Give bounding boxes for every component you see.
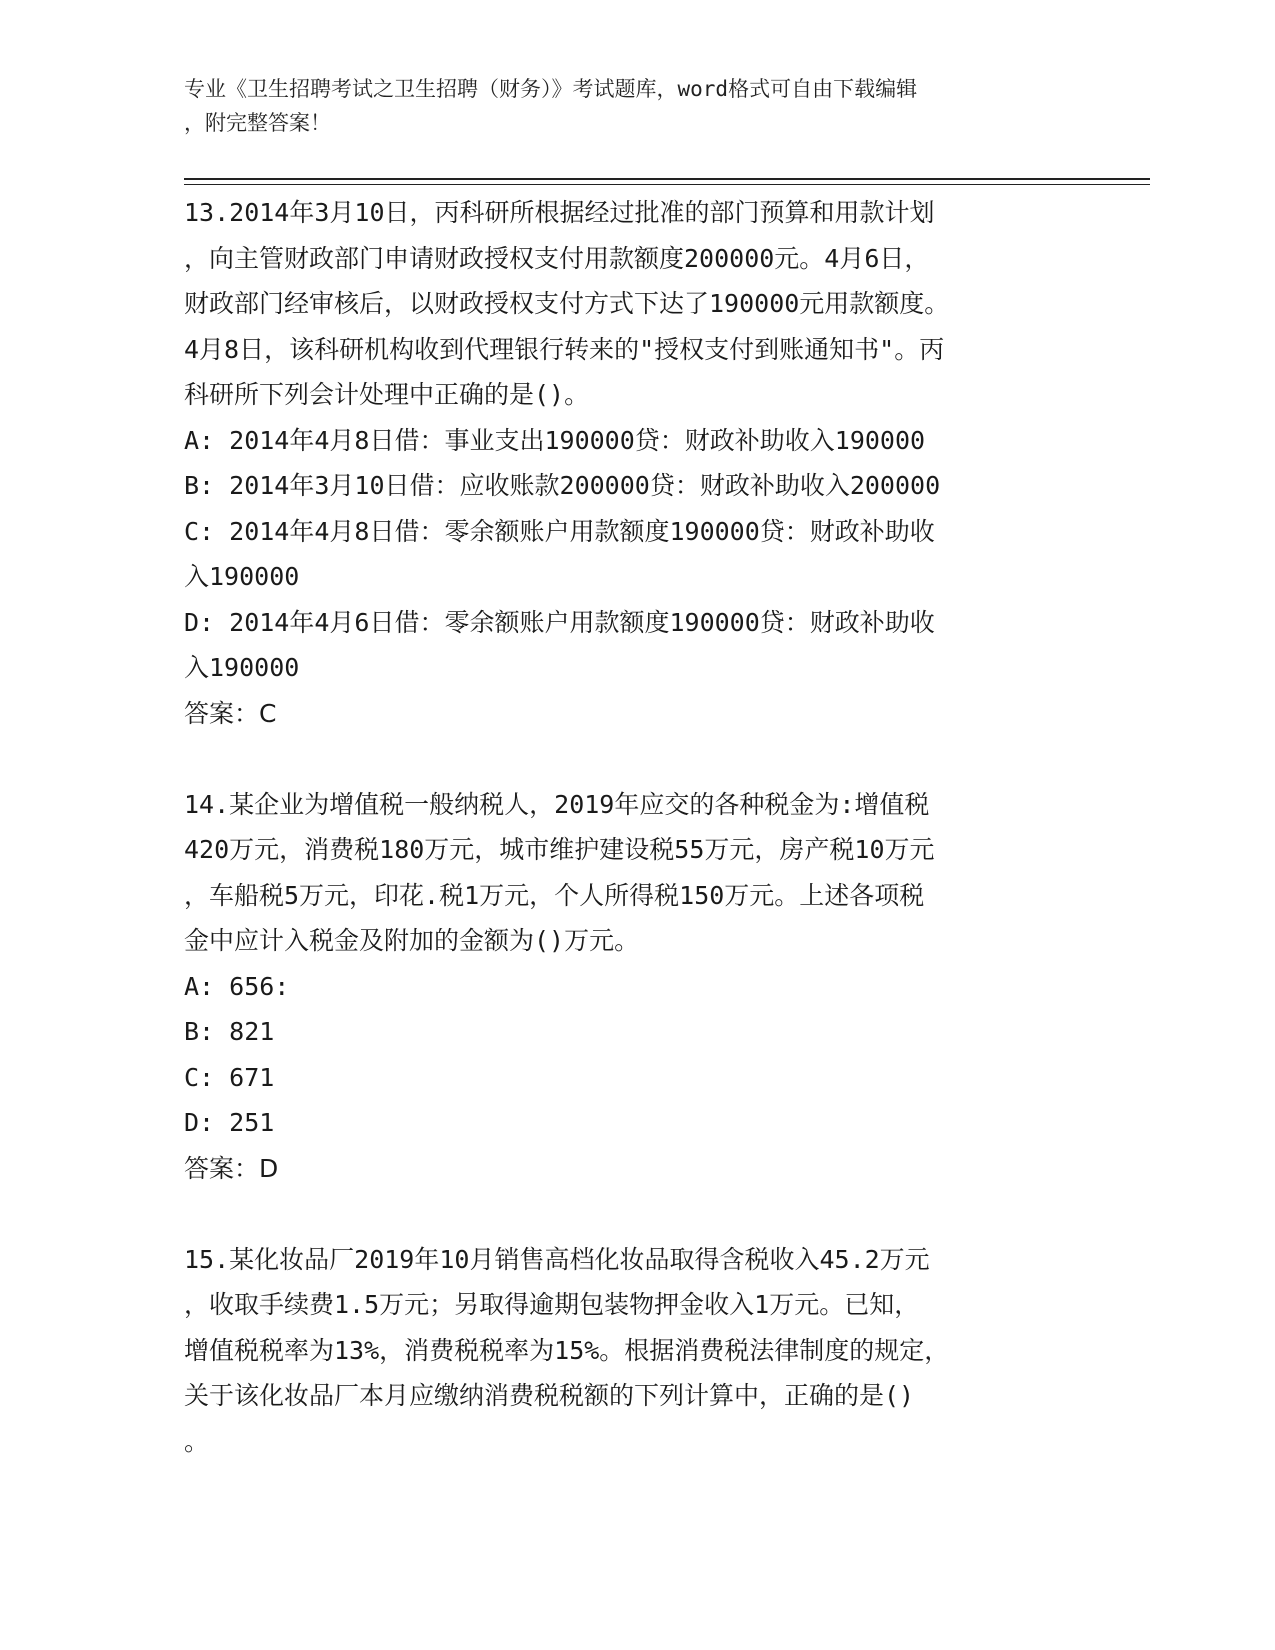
question-line: 财政部门经审核后，以财政授权支付方式下达了190000元用款额度。 <box>184 289 950 318</box>
question-line: ，车船税5万元，印花.税1万元，个人所得税150万元。上述各项税 <box>184 880 925 910</box>
question-line: 15.某化妆品厂2019年10月销售高档化妆品取得含税收入45.2万元 <box>184 1244 930 1274</box>
question-line: 14.某企业为增值税一般纳税人，2019年应交的各种税金为:增值税 <box>184 789 930 819</box>
header-rule-thick <box>184 178 1150 180</box>
option-a: A: 2014年4月8日借：事业支出190000贷：财政补助收入190000 <box>184 425 926 455</box>
question-14 <box>184 782 1084 1192</box>
header-line-1: 专业《卫生招聘考试之卫生招聘（财务）》考试题库，word格式可自由下载编辑 <box>184 77 918 101</box>
question-line: 13.2014年3月10日，丙科研所根据经过批准的部门预算和用款计划 <box>184 198 935 227</box>
question-line: 关于该化妆品厂本月应缴纳消费税税额的下列计算中，正确的是() <box>184 1381 915 1410</box>
option-b: B: 821 <box>184 1017 275 1046</box>
question-13 <box>184 190 1084 736</box>
document-header <box>184 72 1064 140</box>
option-d: D: 251 <box>184 1108 275 1137</box>
option-c: C: 2014年4月8日借：零余额账户用款额度190000贷：财政补助收 <box>184 516 935 546</box>
question-line: 金中应计入税金及附加的金额为()万元。 <box>184 926 640 955</box>
option-a: A: 656: <box>184 971 290 1001</box>
document-body <box>184 190 1084 1464</box>
question-line: 。 <box>184 1426 210 1456</box>
spacer <box>184 1191 1084 1237</box>
question-line: 增值税税率为13%，消费税税率为15%。根据消费税法律制度的规定， <box>184 1335 950 1365</box>
spacer <box>184 736 1084 782</box>
question-line: 科研所下列会计处理中正确的是()。 <box>184 380 590 409</box>
option-b: B: 2014年3月10日借：应收账款200000贷：财政补助收入200000 <box>184 471 941 500</box>
answer-text: 答案：C <box>184 698 277 728</box>
answer-text: 答案：D <box>184 1153 279 1183</box>
option-c: C: 671 <box>184 1062 275 1092</box>
option-d: D: 2014年4月6日借：零余额账户用款额度190000贷：财政补助收 <box>184 607 935 637</box>
option-d-continued: 入190000 <box>184 653 300 682</box>
question-line: ，向主管财政部门申请财政授权支付用款额度200000元。4月6日， <box>184 243 930 273</box>
option-c-continued: 入190000 <box>184 562 300 591</box>
question-line: 420万元，消费税180万元，城市维护建设税55万元，房产税10万元 <box>184 835 935 864</box>
question-line: 4月8日，该科研机构收到代理银行转来的"授权支付到账通知书"。丙 <box>184 334 945 364</box>
question-15 <box>184 1237 1084 1465</box>
question-line: ，收取手续费1.5万元；另取得逾期包装物押金收入1万元。已知， <box>184 1290 920 1319</box>
header-rule-thin <box>184 184 1150 185</box>
header-line-2: ，附完整答案！ <box>184 111 331 135</box>
